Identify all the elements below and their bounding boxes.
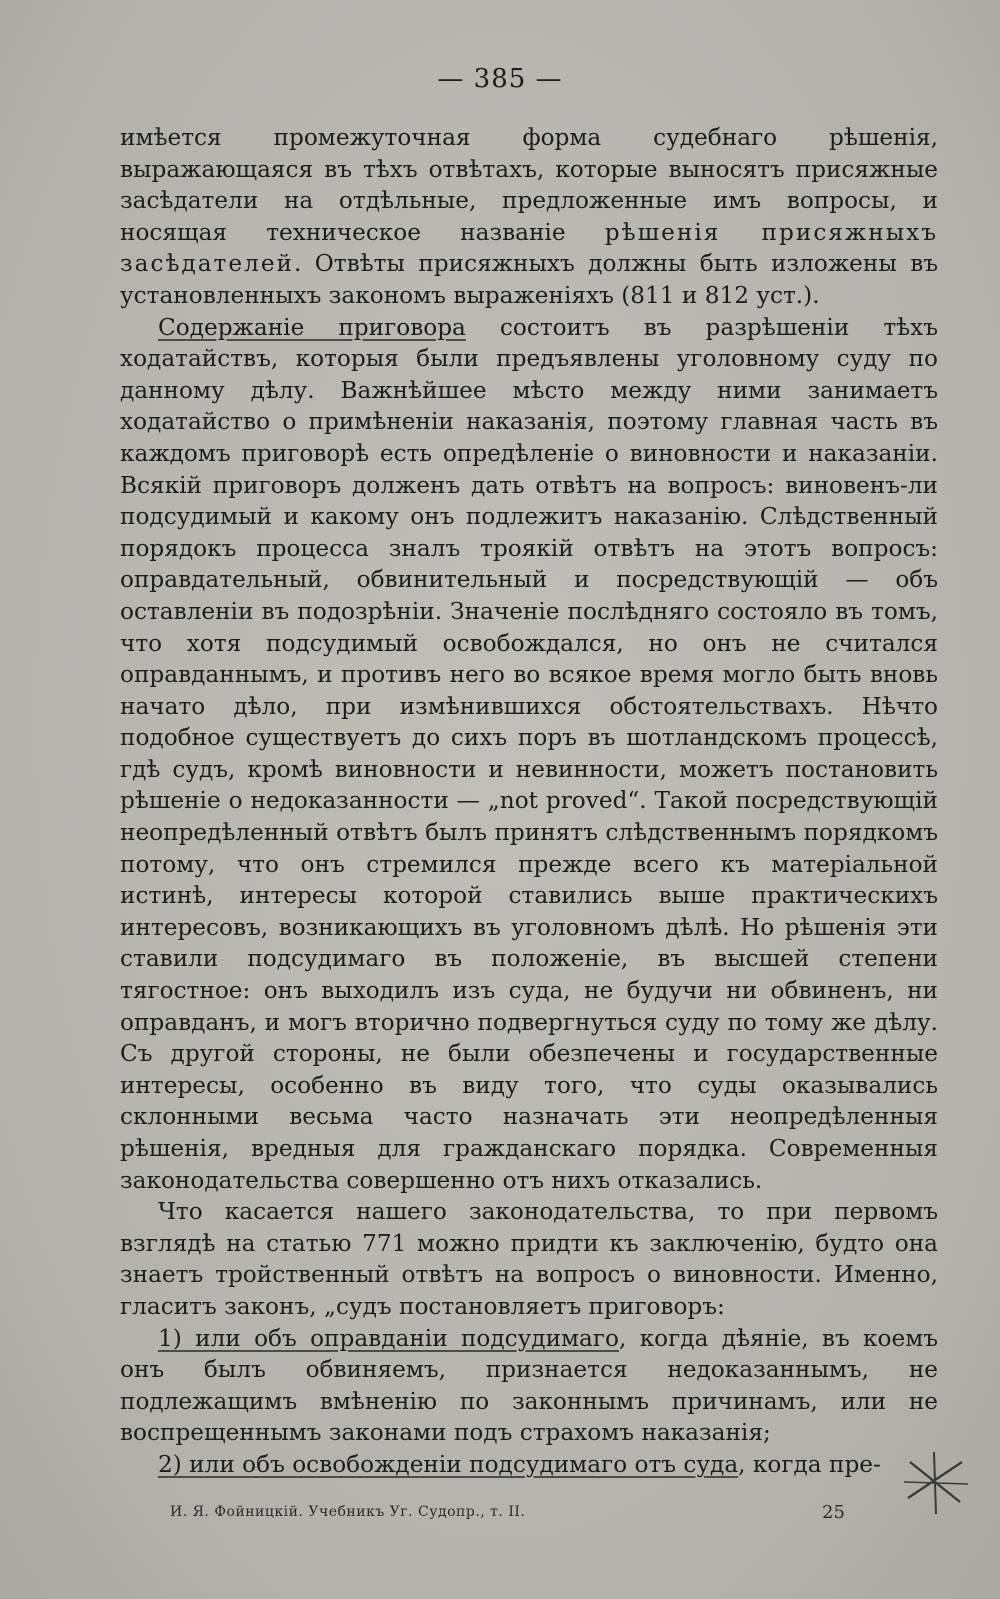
paragraph-2 [120,312,938,1197]
spaced-term: рѣшенія присяжныхъ засѣдателей [120,218,938,278]
text-run: , когда дѣяніе, въ коемъ онъ былъ обвиняемъ, признается недоказаннымъ, не подлежащимъ вмѣненію по законнымъ причинамъ, или не воспрещеннымъ законами подъ страхомъ наказанія; [120,1324,938,1447]
handwritten-margin-mark-icon [900,1448,970,1518]
text-run: . Отвѣты присяжныхъ должны быть изложены въ установленныхъ закономъ выраженіяхъ (811 и 812 уст.). [120,250,938,309]
paragraph-1 [120,122,938,312]
underlined-term: 2) или объ освобожденіи подсудимаго отъ суда [158,1450,739,1478]
text-run: состоитъ въ разрѣшеніи тѣхъ ходатайствъ, которыя были предъявлены уголовному суду по данному дѣлу. Важнѣйшее мѣсто между ними занимаетъ ходатайство о примѣненіи наказанія, поэтому главная часть въ каждомъ приговорѣ есть опредѣленіе о виновности и наказаніи. Всякій приговоръ долженъ дать отвѣтъ на вопросъ: виновенъ-ли подсудимый и какому онъ подлежитъ наказанію. Слѣдственный порядокъ процесса зналъ троякій отвѣтъ на этотъ вопросъ: оправдательный, обвинительный и посредствующій — объ оставленіи въ подозрѣніи. Значеніе послѣдняго состояло въ томъ, что хотя подсудимый освобождался, но онъ не считался оправданнымъ, и противъ него во всякое время могло быть вновь начато дѣло, при измѣнившихся обстоятельствахъ. Нѣчто подобное существуетъ до сихъ поръ въ шотландскомъ процессѣ, гдѣ судъ, кромѣ виновности и невинности, можетъ постановить рѣшеніе о недоказанности — „not proved“. Такой посредствующій неопредѣленный отвѣтъ былъ принятъ слѣдственнымъ порядкомъ потому, что онъ стремился прежде всего къ матеріальной истинѣ, интересы которой ставились выше практическихъ интересовъ, возникающихъ въ уголовномъ дѣлѣ. Но рѣшенія эти ставили подсудимаго въ положеніе, въ высшей степени тягостное: онъ выходилъ изъ суда, не будучи ни обвиненъ, ни оправданъ, и могъ вторично подвергнуться суду по тому же дѣлу. Съ другой стороны, не были обезпечены и государственные интересы, особенно въ виду того, что суды оказывались склонными весьма часто назначать эти неопредѣленныя рѣшенія, вредныя для гражданскаго порядка. Современныя законодательства совершенно отъ нихъ отказались. [120,313,938,1194]
page-number: — 385 — [437,64,563,94]
signature-number: 25 [822,1502,845,1523]
paragraph-5 [120,1449,938,1481]
text-run: Что касается нашего законодательства, то при первомъ взглядѣ на статью 771 можно придти къ заключенію, будто она знаетъ тройственный отвѣтъ на вопросъ о виновности. Именно, гласитъ законъ, „судъ постановляетъ приговоръ: [120,1198,938,1320]
underlined-term: Содержаніе приговора [158,313,466,341]
text-run: , когда пре- [738,1450,881,1478]
text-run: имѣется промежуточная форма судебнаго рѣшенія, выражающаяся въ тѣхъ отвѣтахъ, которые выносятъ присяжные засѣдатели на отдѣльные, предложенные имъ вопросы, и носящая техническое названіе [120,124,938,246]
body-text [120,122,938,1481]
footer-citation: И. Я. Фойницкій. Учебникъ Уг. Судопр., т. II. [170,1504,526,1520]
paragraph-3 [120,1196,938,1322]
underlined-term: 1) или объ оправданіи подсудимаго [158,1324,619,1352]
paragraph-4 [120,1323,938,1449]
